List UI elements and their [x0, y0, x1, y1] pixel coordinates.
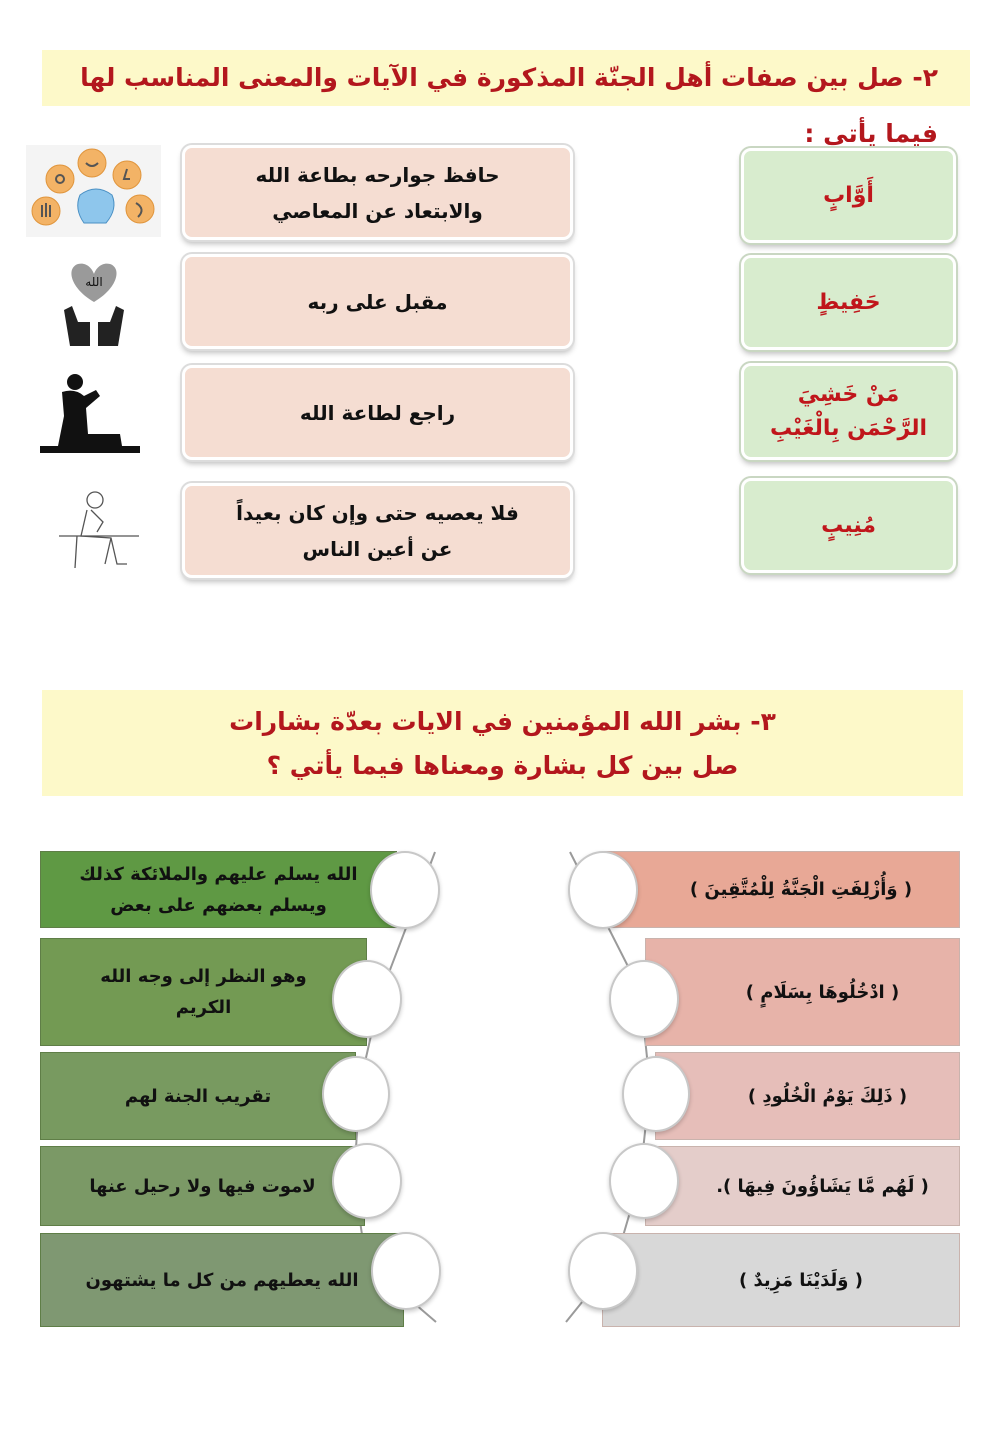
verse-text: ( ادْخُلُوهَا بِسَلَامٍ )	[745, 981, 900, 1003]
section3-title-line2: صل بين كل بشارة ومعناها فيما يأتي ؟	[266, 751, 739, 780]
verse-text: ( وَأُزْلِفَتِ الْجَنَّةُ لِلْمُتَّقِينَ )	[689, 879, 913, 900]
meaning-row-5[interactable]	[40, 1233, 404, 1327]
meaning-row-2[interactable]	[40, 938, 367, 1046]
match-circle-left-3[interactable]	[322, 1056, 390, 1132]
verse-row-1[interactable]	[602, 851, 960, 928]
word-card-muneeb[interactable]	[741, 478, 956, 573]
meaning-card-2[interactable]	[182, 254, 573, 349]
word-card-awwab[interactable]	[741, 148, 956, 243]
meaning-text: الكريم	[175, 997, 232, 1018]
meaning-text: مقبل على ربه	[307, 289, 448, 314]
word-card-hafeez[interactable]	[741, 255, 956, 350]
match-circle-right-1[interactable]	[568, 851, 638, 929]
word-text: حَفِيظٍ	[816, 289, 881, 315]
meaning-text: الله يعطيهم من كل ما يشتهون	[85, 1269, 359, 1291]
match-circle-left-2[interactable]	[332, 960, 402, 1038]
meaning-text: تقريب الجنة لهم	[124, 1085, 272, 1107]
verse-row-3[interactable]	[655, 1052, 960, 1140]
meaning-text: وهو النظر إلى وجه الله	[100, 966, 307, 987]
match-circle-right-2[interactable]	[609, 960, 679, 1038]
word-text: أَوَّابٍ	[823, 182, 874, 208]
section2-title: ٢- صل بين صفات أهل الجنّة المذكورة في الآيات والمعنى المناسب لها فيما يأتي :	[42, 50, 970, 106]
word-card-khashiya[interactable]	[741, 363, 956, 460]
meaning-text: الله يسلم عليهم والملائكة كذلك	[79, 863, 358, 885]
match-circle-right-5[interactable]	[568, 1232, 638, 1310]
heart-label: الله	[85, 275, 103, 289]
match-circle-left-1[interactable]	[370, 851, 440, 929]
meaning-card-1[interactable]	[182, 145, 573, 240]
verse-text: ( ذَلِكَ يَوْمُ الْخُلُودِ )	[747, 1085, 908, 1107]
praying-person-icon	[40, 372, 140, 454]
meaning-text: لاموت فيها ولا رحيل عنها	[89, 1175, 316, 1197]
meaning-row-1[interactable]	[40, 851, 397, 928]
meaning-text: فلا يعصيه حتى وإن كان بعيداً	[236, 500, 519, 525]
meaning-text: عن أعين الناس	[302, 536, 453, 561]
word-text: الرَّحْمَن بِالْغَيْبِ	[769, 415, 928, 441]
meaning-card-4[interactable]	[182, 483, 573, 578]
sitting-thinking-person-icon	[57, 488, 139, 570]
meaning-text: ويسلم بعضهم على بعض	[110, 894, 327, 916]
section3-title-line1: ٣- بشر الله المؤمنين في الايات بعدّة بشارات	[229, 707, 776, 736]
match-circle-left-5[interactable]	[371, 1232, 441, 1310]
verse-row-2[interactable]	[645, 938, 960, 1046]
verse-text: ( لَهُم مَّا يَشَاؤُونَ فِيهَا ).	[716, 1175, 929, 1197]
meaning-row-4[interactable]	[40, 1146, 365, 1226]
match-circle-right-4[interactable]	[609, 1143, 679, 1219]
word-text: مُنِيبٍ	[821, 512, 876, 538]
meaning-text: والابتعاد عن المعاصي	[272, 198, 483, 223]
meaning-row-3[interactable]	[40, 1052, 356, 1140]
senses-diagram-icon	[26, 145, 161, 237]
section3-title	[42, 690, 963, 796]
verse-row-5[interactable]	[602, 1233, 960, 1327]
verse-row-4[interactable]	[645, 1146, 960, 1226]
meaning-text: راجع لطاعة الله	[299, 400, 456, 425]
match-circle-right-3[interactable]	[622, 1056, 690, 1132]
meaning-card-3[interactable]	[182, 365, 573, 460]
meaning-text: حافظ جوارحه بطاعة الله	[255, 162, 500, 187]
verse-text: ( وَلَدَيْنَا مَزِيدٌ )	[739, 1269, 863, 1291]
praying-hands-heart-icon	[60, 262, 128, 348]
word-text: مَنْ خَشِيَ	[797, 381, 900, 407]
match-circle-left-4[interactable]	[332, 1143, 402, 1219]
